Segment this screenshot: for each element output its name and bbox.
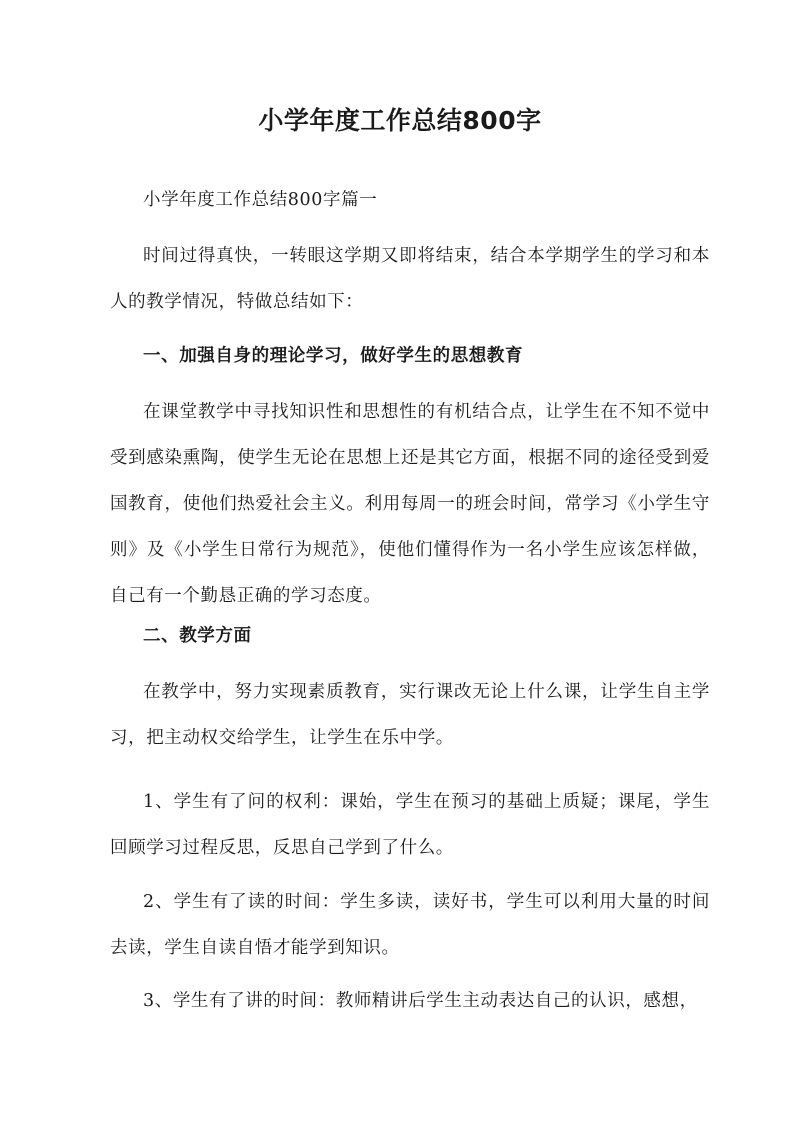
document-title: 小学年度工作总结800字 [258,106,542,135]
section-1-paragraph: 在课堂教学中寻找知识性和思想性的有机结合点，让学生在不知不觉中受到感染熏陶，使学生无论在思想上还是其它方面，根据不同的途径受到爱国教育，使他们热爱社会主义。利用每周一的班会时间，常学习《小学生守则》及《小学生日常行为规范》，使他们懂得作为一名小学生应该怎样做，自己有一个勤恳正确的学习态度。 [110,402,710,606]
section-heading-2: 二、教学方面 [143,626,252,646]
document-subtitle: 小学年度工作总结800字篇一 [143,190,378,210]
list-item-2: 2、学生有了读的时间：学生多读，读好书，学生可以利用大量的时间去读，学生自读自悟才能学到知识。 [110,892,710,958]
intro-paragraph: 时间过得真快，一转眼这学期又即将结束，结合本学期学生的学习和本人的教学情况，特做总结如下： [110,246,710,312]
section-2-paragraph: 在教学中，努力实现素质教育，实行课改无论上什么课，让学生自主学习，把主动权交给学生，让学生在乐中学。 [110,682,710,748]
list-item-3: 3、学生有了讲的时间：教师精讲后学生主动表达自己的认识，感想， [143,991,698,1011]
list-item-1: 1、学生有了问的权利：课始，学生在预习的基础上质疑；课尾，学生回顾学习过程反思，反思自己学到了什么。 [110,792,710,858]
section-heading-1: 一、加强自身的理论学习，做好学生的思想教育 [143,346,524,366]
